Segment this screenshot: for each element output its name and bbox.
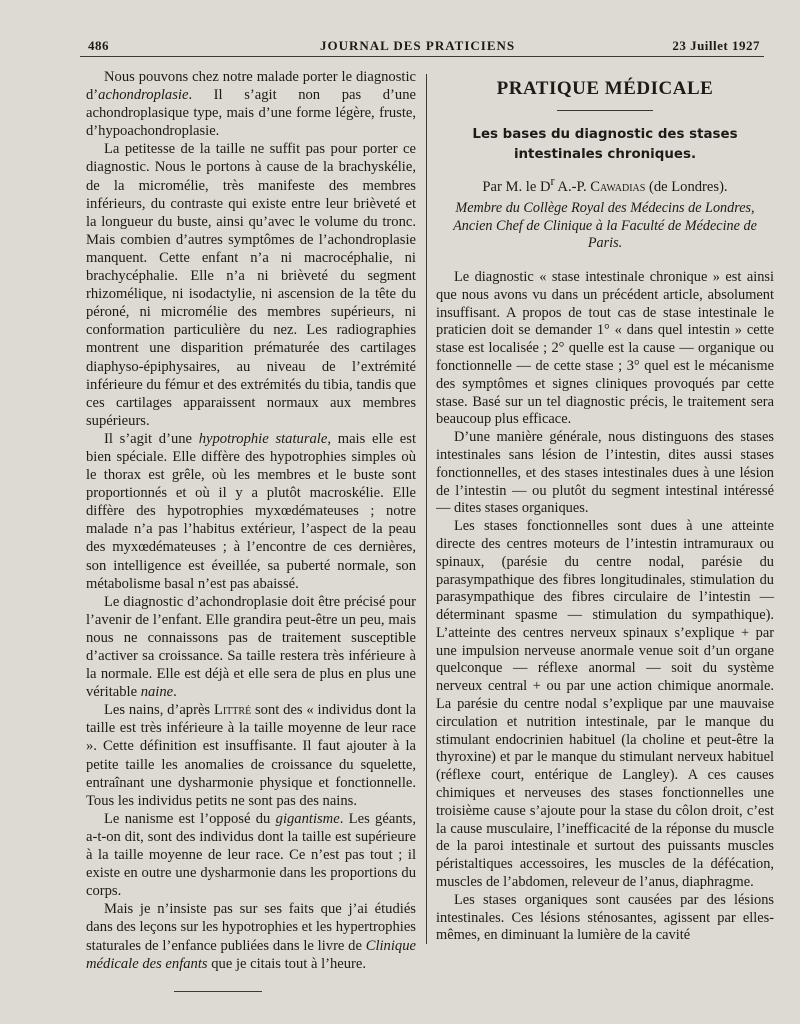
- paragraph: Le diagnostic d’achondroplasie doit être précisé pour l’avenir de l’enfant. Elle grandira peut-être un peu, mais nous ne connaissons pas de traitement susceptible d’activer sa croissance. Sa taille restera très inférieure à la normale. Elle est déjà et elle sera de plus en plus une véritable naine.: [86, 593, 416, 701]
- paragraph: Les stases organiques sont causées par des lésions intestinales. Ces lésions sténosantes, agissent par elles-mêmes, en diminuant la lumière de la cavité: [436, 891, 774, 944]
- paragraph: La petitesse de la taille ne suffit pas pour porter ce diagnostic. Nous le portons à cause de la brachyskélie, de la micromélie, très manifeste des membres inférieurs, du contraste qui existe entre leur brièveté et la longueur du buste, ainsi qu’avec le volume du tronc. Mais combien d’autres symptômes de l’achondroplasie manquent. Cette enfant n’a ni macrocéphalie, ni brachycéphalie. Elle n’a ni brièveté du segment rhizomélique, ni isodactylie, ni ascension de la tête du péroné, ni micromélie des membres supérieurs, ni conformation particulière du nez. Les radiographies montrent une disparition prématurée des cartilages diaphyso-épiphysaires, au niveau de l’extrémité inférieure du fémur et des extrémités du tibia, tandis que ces cartilages apparaissent normaux aux membres supérieurs.: [86, 141, 416, 429]
- journal-title: JOURNAL DES PRATICIENS: [320, 38, 516, 53]
- left-column: [86, 68, 416, 992]
- column-rule: [426, 74, 427, 944]
- paragraph: Nous pouvons chez notre malade porter le diagnostic d’achondroplasie. Il s’agit non pas d’une achondroplasique type, mais d’une forme légère, fruste, d’hypoachondroplasie.: [86, 69, 416, 140]
- author-affiliation: Membre du Collège Royal des Médecins de Londres, Ancien Chef de Clinique à la Faculté de Médecine de Paris.: [453, 200, 757, 252]
- paragraph: Les nains, d’après Littré sont des « individus dont la taille est très inférieure à la taille moyenne de leur race ». Cette définition est insuffisante. Il faut ajouter à la petite taille les anomalies de croissance du squelette, entraînant une dysharmonie physique et fonctionnelle. Tous les individus petits ne sont pas des nains.: [86, 702, 416, 809]
- section-rule: [557, 110, 653, 111]
- paragraph: Les stases fonctionnelles sont dues à une atteinte directe des centres moteurs de l’intestin intramuraux ou spinaux, (parésie du centre nodal, parésie du parasympathique des fibres longitudinales, stimulation du parasympathique des fibres circulaire de l’intestin — déterminant spasme — stimulation du sympathique). L’atteinte des centres nerveux spinaux s’explique + par une impulsion nerveuse anormale venue soit d’un organe quelconque — réflexe anormal — soit du système nerveux central + ou par une action chimique anormale. La parésie du centre nodal s’explique par une mauvaise circulation et nutrition intestinale, par le manque du stimulant endocrinien habituel (la choline et peut-être la thyroxine) et par le manque du stimulant nerveux habituel (réflexe court, entérique de Langley). A ces causes chimiques et nerveuses des stases fonctionnelles une troisième cause s’ajoute pour la stase du côlon droit, c’est la cause musculaire, l’inefficacité de la réponse du muscle de la paroi intestinale et surtout des puissants muscles péristaltiques accessoires, les muscles de la défécation, muscles de l’abdomen, releveur de l’anus, diaphragme.: [436, 518, 774, 891]
- article-title: Les bases du diagnostic des stases intestinales chroniques.: [472, 126, 738, 162]
- issue-date: 23 Juillet 1927: [672, 38, 760, 53]
- article-end-rule: [174, 991, 262, 992]
- paragraph: Le nanisme est l’opposé du gigantisme. Les géants, a-t-on dit, sont des individus dont la taille est supérieure à la taille moyenne de leur race. Ce n’est pas tout ; il existe en outre une dysharmonie dans les proportions du corps.: [86, 810, 416, 900]
- author-line: Par M. le $D^r$ A.-P. Cawadias (de Londres).: [482, 173, 728, 195]
- running-header: [80, 36, 760, 56]
- paragraph: Le diagnostic « stase intestinale chronique » est ainsi que nous avons vu dans un précédent article, absolument insuffisant. A propos de tout cas de stase intestinale le praticien doit se demander 1° « dans quel intestin » cette stase est localisée ; 2° quelle est la cause — organique ou fonctionnelle — de cette stase ; 3° quel est le mécanisme des symptômes et signes cliniques provoqués par cette stase. Basé sur un tel diagnostic précis, le traitement sera beaucoup plus efficace.: [436, 268, 774, 428]
- page-number: 486: [88, 38, 109, 53]
- right-column: [436, 78, 774, 945]
- paragraph: Mais je n’insiste pas sur ses faits que j’ai étudiés dans des leçons sur les hypotrophies et les hypertrophies staturales de l’enfance publiées dans le livre de Clinique médicale des enfants que je citais tout à l’heure.: [86, 901, 416, 972]
- paragraph: D’une manière générale, nous distinguons des stases intestinales sans lésion de l’intestin, dites aussi stases fonctionnelles, et des stases intestinales dues à une lésion de l’intestin — ou plutôt du segment intestinal intéressé — dites stases organiques.: [436, 429, 774, 517]
- header-rule: [80, 56, 764, 57]
- paragraph: Il s’agit d’une hypotrophie staturale, mais elle est bien spéciale. Elle diffère des hypotrophies simples où le thorax est grêle, où les membres et le buste sont proportionnés et où il y a plutôt macroskélie. Elle diffère des hypotrophies myxœdémateuses ; notre malade n’a pas l’habitus extérieur, l’aspect de la peau des myxœdémateuses ; à l’encontre de ces dernières, son intelligence est éveillée, sa puberté normale, son métabolisme basal n’est pas abaissé.: [86, 430, 416, 592]
- section-title: PRATIQUE MÉDICALE: [496, 78, 714, 99]
